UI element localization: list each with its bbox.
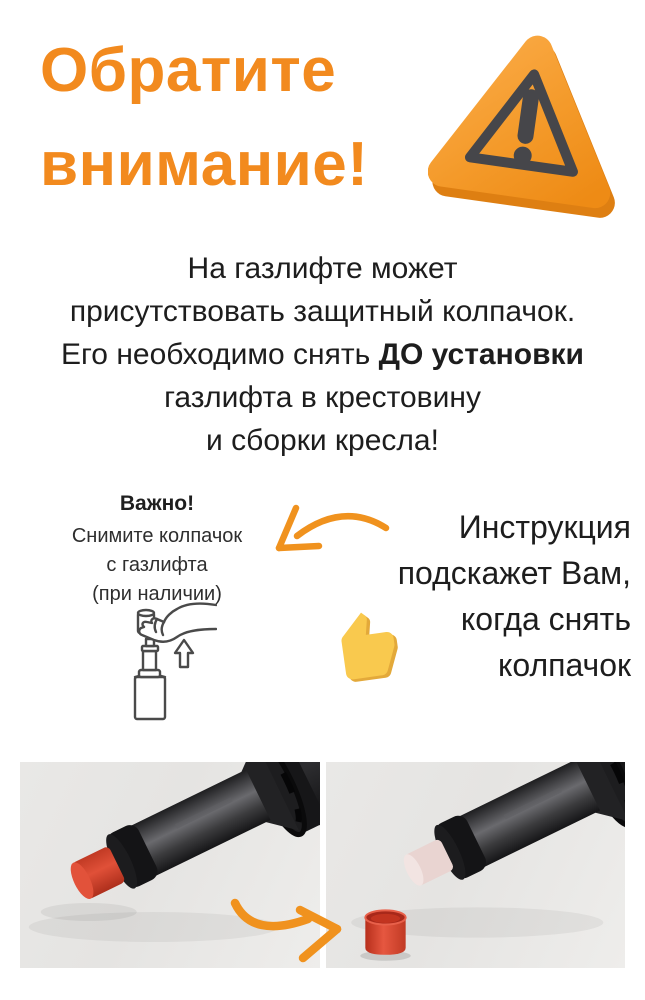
notice-line3-text: Его необходимо снять (61, 338, 379, 371)
red-cap (360, 910, 410, 960)
important-line: с газлифта (106, 554, 208, 576)
warning-triangle-icon (428, 14, 628, 222)
photo-gaslift-with-cap (20, 762, 320, 968)
important-line: (при наличии) (92, 583, 222, 605)
photo-row (20, 762, 625, 968)
notice-line (0, 333, 645, 376)
instruction-line: колпачок (497, 647, 631, 683)
notice-line: присутствовать защитный колпачок. (69, 295, 576, 328)
important-note (47, 489, 267, 609)
instruction-line: Инструкция (458, 509, 631, 545)
notice-line3-bold: ДО установки (378, 338, 584, 371)
notice-line: На газлифте может (187, 252, 458, 285)
page-title-line2: внимание! (40, 130, 369, 199)
page-title-line1: Обратите (40, 36, 337, 105)
notice-paragraph (0, 247, 645, 462)
notice-line: газлифта в крестовину (164, 381, 481, 414)
photo-gaslift-cap-removed (326, 762, 626, 968)
thumbs-up-icon (314, 596, 405, 702)
important-line: Снимите колпачок (71, 525, 243, 547)
remove-cap-diagram (110, 601, 217, 729)
instruction-line: подскажет Вам, (397, 555, 631, 591)
notice-line: и сборки кресла! (206, 424, 439, 457)
important-title: Важно! (119, 492, 195, 515)
instruction-line: когда снять (460, 601, 631, 637)
page-title (40, 24, 368, 212)
